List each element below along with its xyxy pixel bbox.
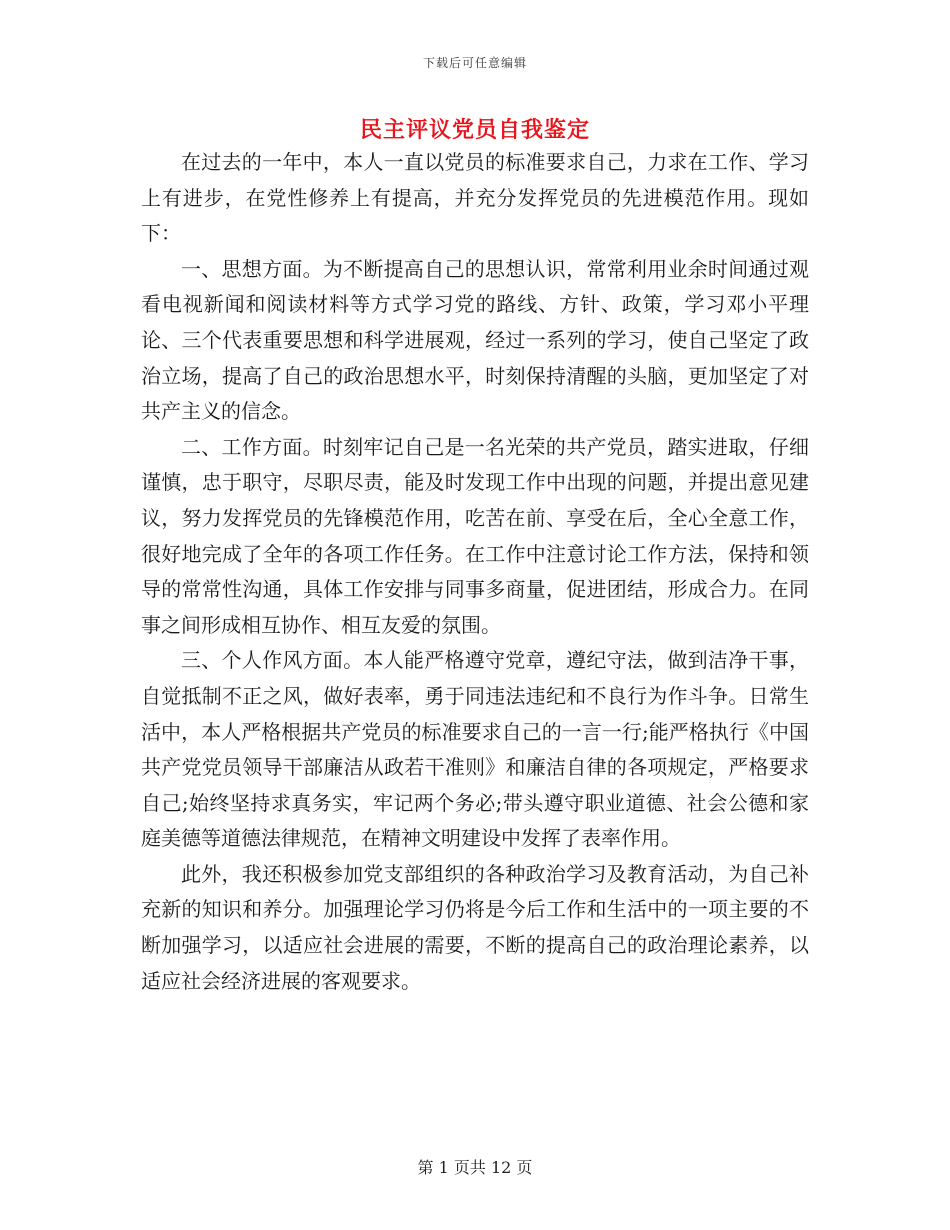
paragraph-work: 二、工作方面。时刻牢记自己是一名光荣的共产党员，踏实进取，仔细谨慎，忠于职守，尽职尽责，能及时发现工作中出现的问题，并提出意见建议，努力发挥党员的先锋模范作用，吃苦在前、享受在后，全心全意工作，很好地完成了全年的各项工作任务。在工作中注意讨论工作方法，保持和领导的常常性沟通，具体工作安排与同事多商量，促进团结，形成合力。在同事之间形成相互协作、相互友爱的氛围。: [141, 434, 809, 637]
document-body: [141, 145, 809, 999]
paragraph-style: 三、个人作风方面。本人能严格遵守党章，遵纪守法，做到洁净干事，自觉抵制不正之风，做好表率，勇于同违法违纪和不良行为作斗争。日常生活中，本人严格根据共产党员的标准要求自己的一言一行;能严格执行《中国共产党党员领导干部廉洁从政若干准则》和廉洁自律的各项规定，严格要求自己;始终坚持求真务实，牢记两个务必;带头遵守职业道德、社会公德和家庭美德等道德法律规范，在精神文明建设中发挥了表率作用。: [141, 648, 809, 851]
page-footer: 第 1 页共 12 页: [417, 1158, 533, 1177]
paragraph-thought: 一、思想方面。为不断提高自己的思想认识，常常利用业余时间通过观看电视新闻和阅读材料等方式学习党的路线、方针、政策，学习邓小平理论、三个代表重要思想和科学进展观，经过一系列的学习，使自己坚定了政治立场，提高了自己的政治思想水平，时刻保持清醒的头脑，更加坚定了对共产主义的信念。: [141, 256, 809, 424]
document-title: 民主评议党员自我鉴定: [359, 117, 590, 143]
header-note: 下载后可任意编辑: [422, 56, 527, 70]
paragraph-intro: 在过去的一年中，本人一直以党员的标准要求自己，力求在工作、学习上有进步，在党性修养上有提高，并充分发挥党员的先进模范作用。现如下：: [141, 150, 809, 246]
paragraph-additional: 此外，我还积极参加党支部组织的各种政治学习及教育活动，为自己补充新的知识和养分。加强理论学习仍将是今后工作和生活中的一项主要的不断加强学习，以适应社会进展的需要，不断的提高自己的政治理论素养，以适应社会经济进展的客观要求。: [141, 861, 809, 993]
